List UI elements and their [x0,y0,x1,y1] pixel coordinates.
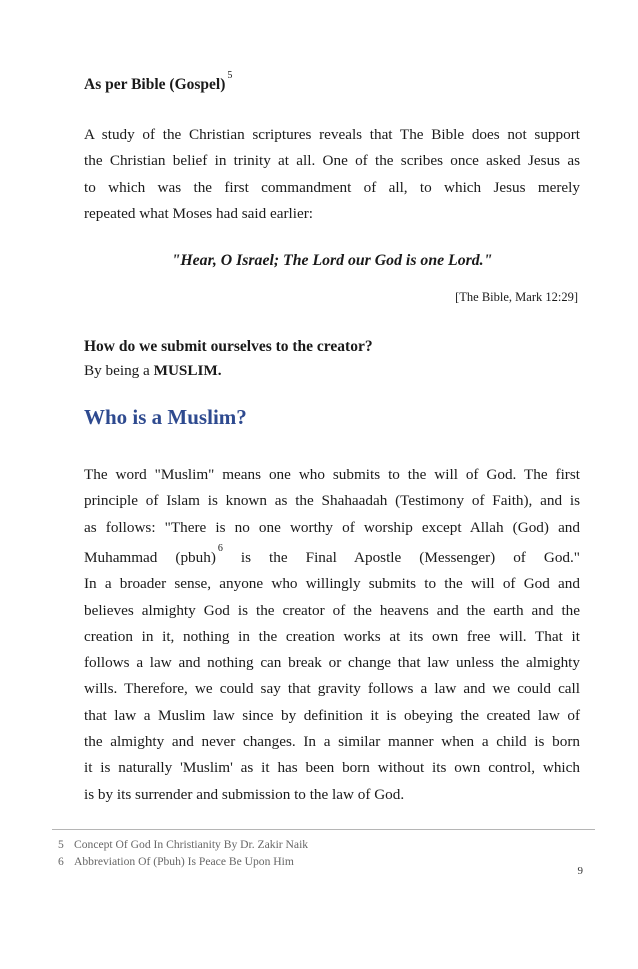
paragraph-line: that law a Muslim law since by definition it is obeying the created law of [84,706,580,724]
answer-emphasis: MUSLIM. [153,362,222,379]
quote-citation: [The Bible, Mark 12:29] [455,290,578,304]
footnote-number: 6 [58,855,64,868]
page-number: 9 [577,865,583,877]
paragraph-who-is-muslim [84,462,580,808]
line-part: Muhammad (pbuh) [84,548,216,566]
answer-line [84,359,580,383]
paragraph-line: the almighty and never changes. In a similar manner when a child is born [84,733,580,751]
footnote-number: 5 [58,838,64,851]
question-heading: How do we submit ourselves to the creator? [84,338,373,355]
section-title: Who is a Muslim? [84,405,247,429]
paragraph-line: as follows: "There is no one worthy of worship except Allah (God) and [84,518,580,536]
section-heading-bible [84,70,580,94]
section-heading-text: As per Bible (Gospel) [84,76,226,94]
footnote-text: Concept Of God In Christianity By Dr. Zakir Naik [74,838,309,851]
paragraph-line: follows a law and nothing can break or change that law unless the almighty [84,654,580,672]
paragraph-line: the Christian belief in trinity at all. One of the scribes once asked Jesus as [84,152,580,170]
footnotes [58,836,308,870]
question-block [84,335,580,383]
paragraph-line: it is naturally 'Muslim' as it has been born without its own control, which [84,759,580,777]
footnote [58,853,308,870]
paragraph-line: The word "Muslim" means one who submits to the will of God. The first [84,466,580,483]
paragraph-line: to which was the first commandment of all, to which Jesus merely [84,178,580,196]
paragraph-line-footnoted [84,541,580,571]
line-part: is the Final Apostle (Messenger) of God." [240,548,581,566]
paragraph-line: repeated what Moses had said earlier: [84,204,313,222]
answer-prefix: By being a [84,362,154,379]
paragraph-line: creation in it, nothing in the creation works at its own free will. That it [84,627,580,645]
footnote-text: Abbreviation Of (Pbuh) Is Peace Be Upon Him [74,855,294,868]
paragraph-line: A study of the Christian scriptures reveals that The Bible does not support [84,126,580,143]
paragraph-line: wills. Therefore, we could say that gravity follows a law and we could call [84,680,580,698]
bible-quote: "Hear, O Israel; The Lord our God is one Lord." [171,252,493,269]
paragraph-line: principle of Islam is known as the Shahaadah (Testimony of Faith), and is [84,492,580,510]
paragraph-line: In a broader sense, anyone who willingly submits to the will of God and [84,575,580,593]
footnote [58,836,308,853]
footnote-ref: 5 [227,70,233,81]
footnote-ref: 6 [217,542,223,554]
footnote-divider [52,829,595,830]
paragraph-line: believes almighty God is the creator of the heavens and the earth and the [84,601,580,619]
paragraph-line: is by its surrender and submission to the law of God. [84,785,405,803]
paragraph-bible-study [84,122,580,227]
